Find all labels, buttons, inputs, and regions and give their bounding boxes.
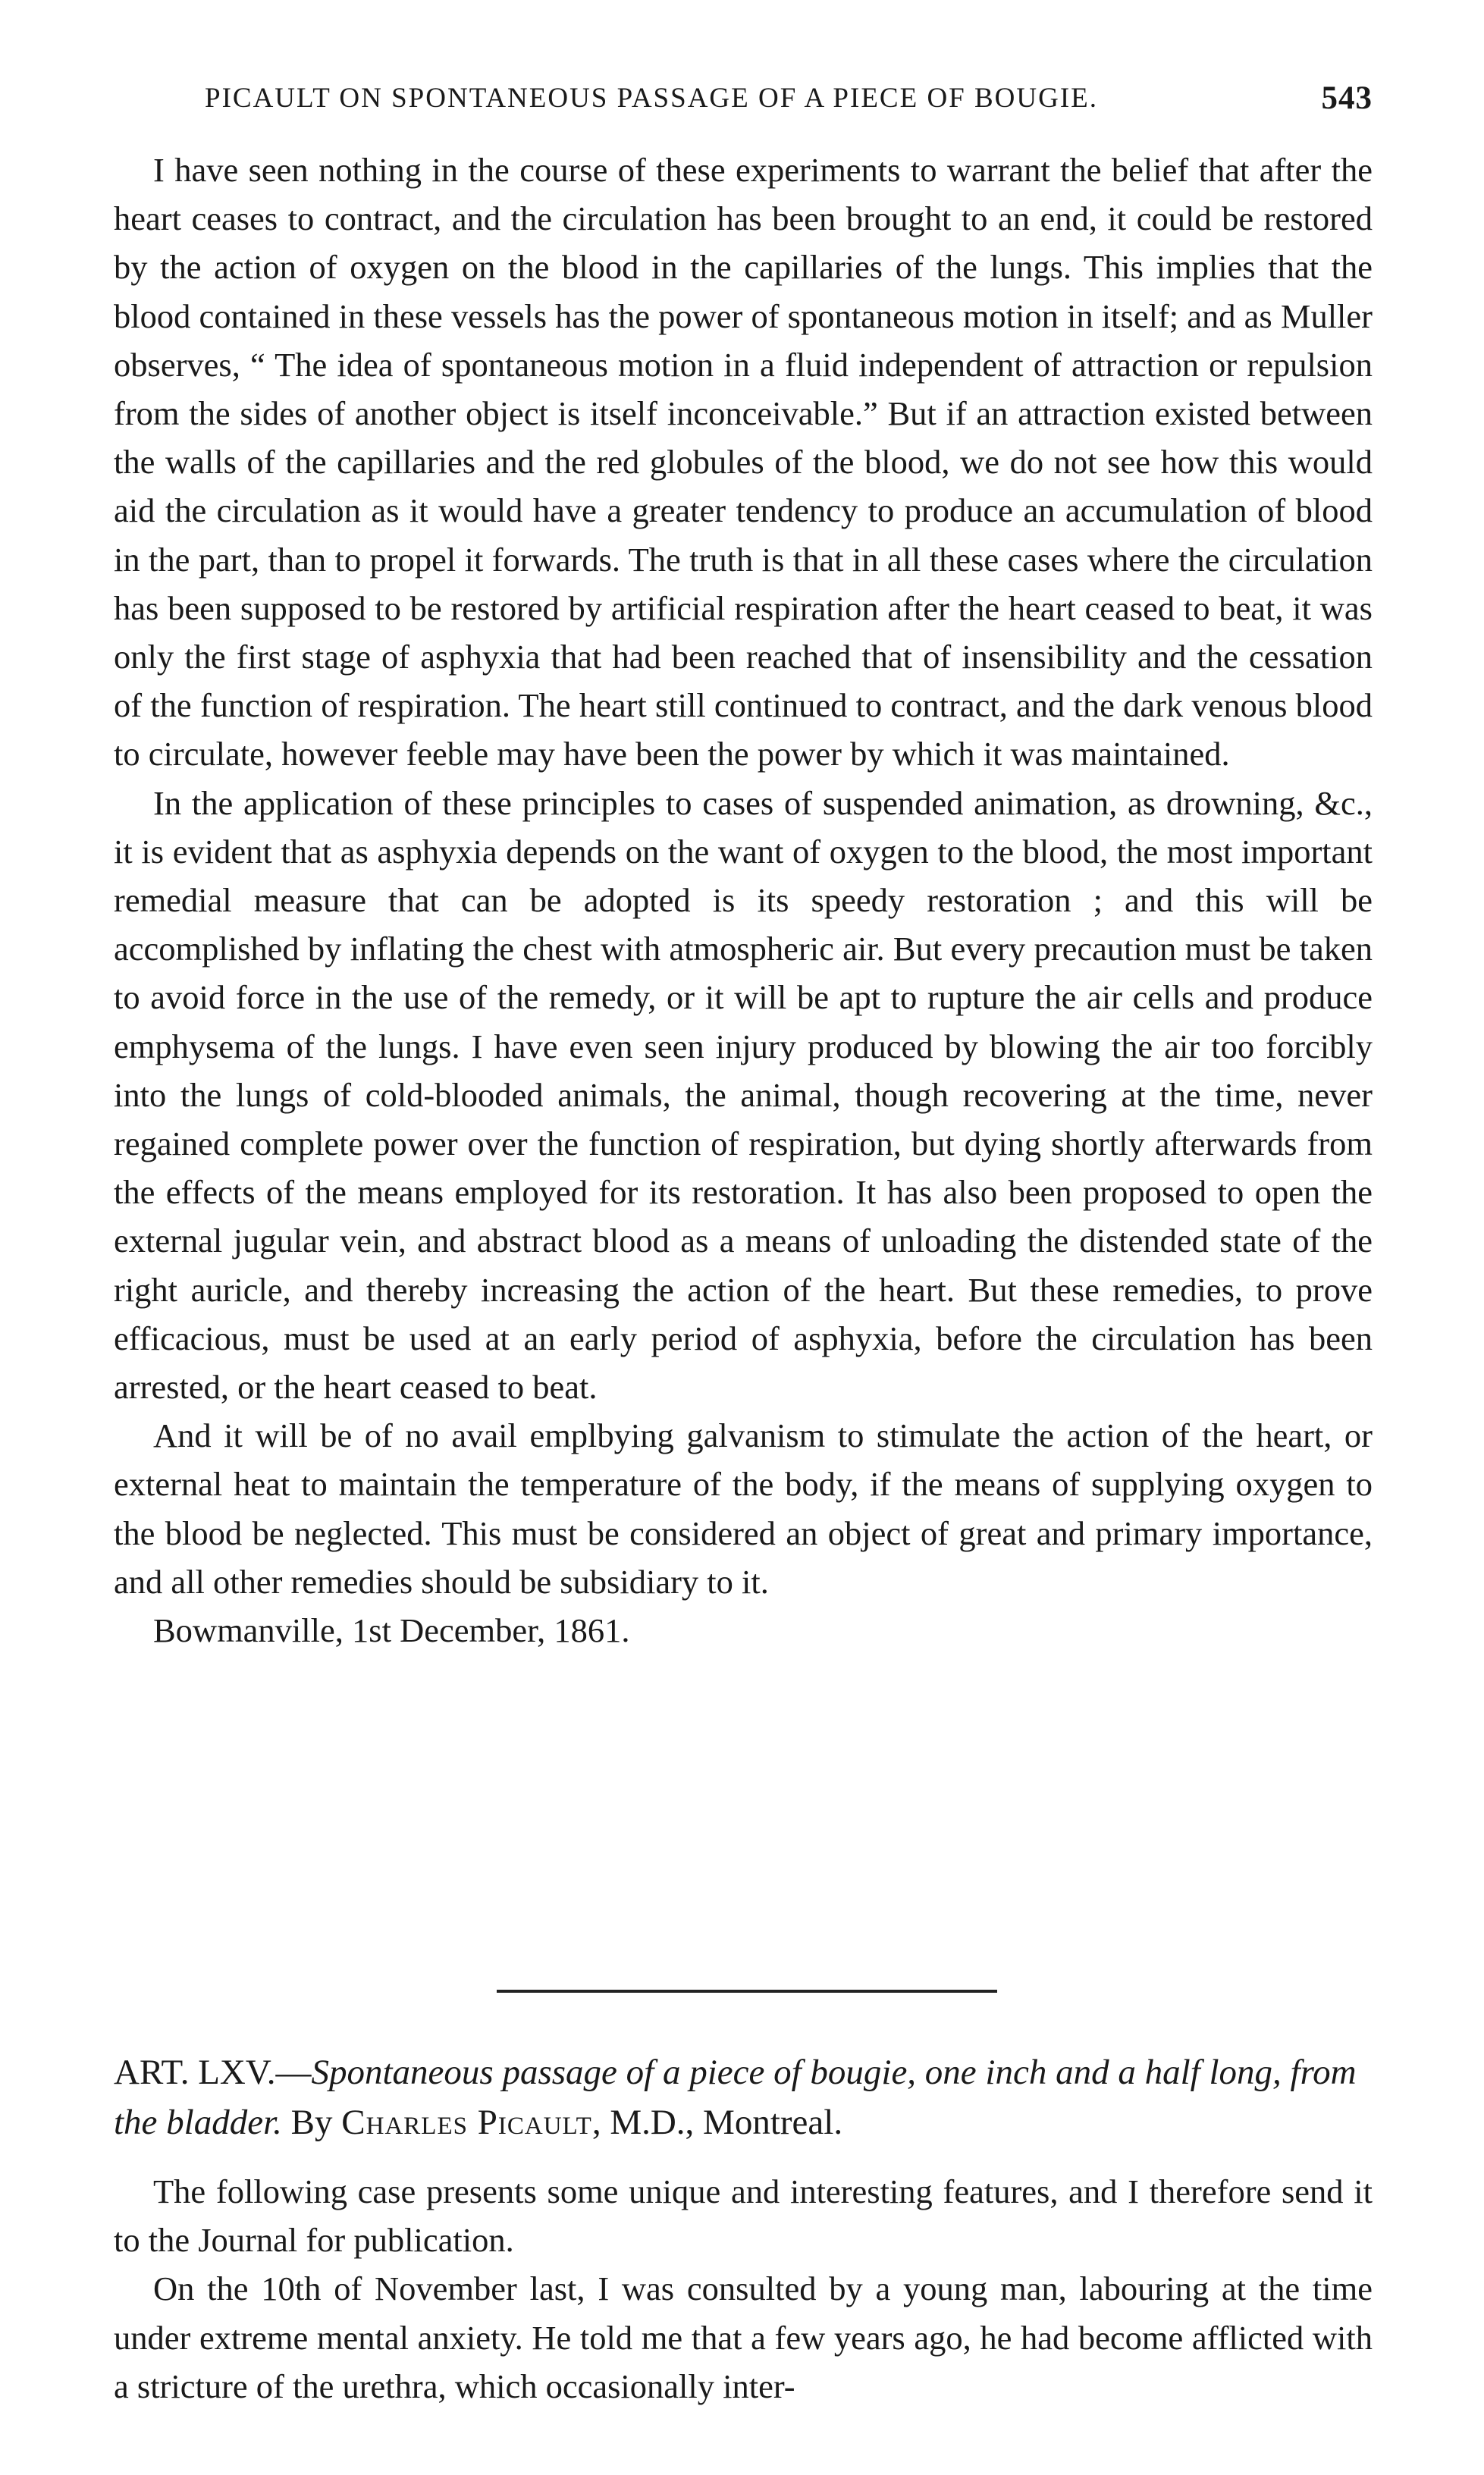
page-number: 543	[1321, 80, 1373, 116]
section-divider	[497, 1990, 997, 1993]
article-number: ART. LXV.—	[114, 2053, 312, 2092]
article-paragraph-2: On the 10th of November last, I was consulted by a young man, labouring at the time under extreme mental anxiety. He told me that a few years ago, he had become afflicted with a stricture of the urethra, which occasionally inter-	[114, 2270, 1373, 2405]
paragraph-1: I have seen nothing in the course of these experiments to warrant the belief that after the heart ceases to contract, and the circulation has been brought to an end, it could be restored by the action of oxygen on the blood in the capillaries of the lungs. This implies that the blood contained in these vessels has the power of spontaneous motion in itself; and as Muller observes, “ The idea of spontaneous motion in a fluid independent of attraction or repulsion from the sides of another object is itself inconceivable.” But if an attraction existed between the walls of the capillaries and the red globules of the blood, we do not see how this would aid the circulation as it would have a greater tendency to produce an accumulation of blood in the part, than to propel it forwards. The truth is that in all these cases where the circulation has been supposed to be restored by artificial respiration after the heart ceased to beat, it was only the first stage of asphyxia that had been reached that of insensibility and the cessation of the function of respiration. The heart still continued to contract, and the dark venous blood to circulate, however feeble may have been the power by which it was maintained.	[114, 151, 1373, 773]
article-title: Spontaneous passage of a piece of bougie, one inch and a half long, from the bladder.	[114, 2053, 1357, 2142]
running-head-title: PICAULT ON SPONTANEOUS PASSAGE OF A PIECE OF BOUGIE.	[205, 83, 1099, 114]
article-heading	[114, 2047, 1373, 2147]
paragraph-3: And it will be of no avail emplbying galvanism to stimulate the action of the heart, or external heat to maintain the temperature of the body, if the means of supplying oxygen to the blood be neglected. This must be considered an object of great and primary importance, and all other remedies should be subsidiary to it.	[114, 1416, 1373, 1601]
body-text	[114, 146, 1373, 1655]
running-head	[205, 76, 1373, 121]
article-paragraph-1: The following case presents some unique and interesting features, and I therefore send it to the Journal for publication.	[114, 2172, 1373, 2260]
article-body	[114, 2167, 1373, 2411]
paragraph-2: In the application of these principles to cases of suspended animation, as drowning, &c., it is evident that as asphyxia depends on the want of oxygen to the blood, the most important remedial measure that can be adopted is its speedy restoration ; and this will be accomplished by inflating the chest with atmospheric air. But every precaution must be taken to avoid force in the use of the remedy, or it will be apt to rupture the air cells and produce emphysema of the lungs. I have even seen injury produced by blowing the air too forcibly into the lungs of cold-blooded animals, the animal, though recovering at the time, never regained complete power over the function of respiration, but dying shortly afterwards from the effects of the means employed for its restoration. It has also been proposed to open the external jugular vein, and abstract blood as a means of unloading the distended state of the right auricle, and thereby increasing the action of the heart. But these remedies, to prove efficacious, must be used at an early period of asphyxia, before the circulation has been arrested, or the heart ceased to beat.	[114, 783, 1373, 1407]
article-author-suffix: , M.D., Montreal.	[591, 2103, 843, 2142]
article-byline-by: By	[281, 2103, 342, 2142]
article-author: Charles Picault	[341, 2103, 592, 2142]
signoff-dateline: Bowmanville, 1st December, 1861.	[153, 1611, 630, 1650]
